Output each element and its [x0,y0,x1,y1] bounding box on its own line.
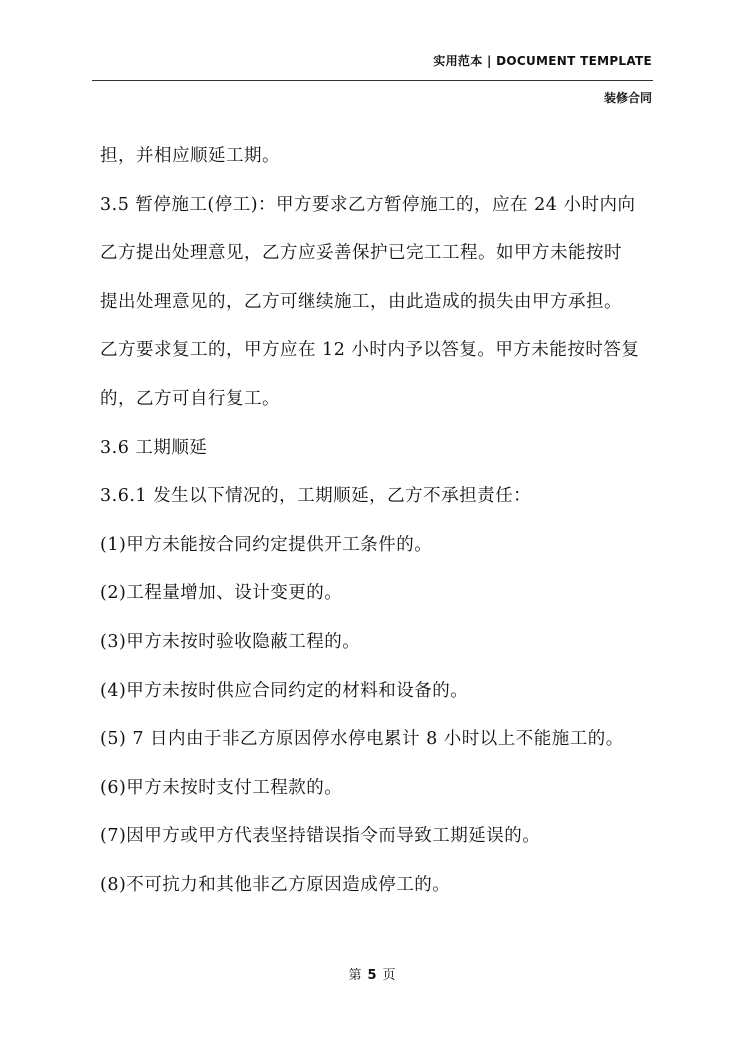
body-line: 担，并相应顺延工期。 [100,146,280,166]
list-item: (7)因甲方或甲方代表坚持错误指令而导致工期延误的。 [100,826,541,847]
page-number: 5 [367,968,377,983]
section-3-6-heading: 3.6 工期顺延 [100,437,208,458]
body-line: 乙方提出处理意见，乙方应妥善保护已完工工程。如甲方未能按时 [100,243,622,264]
clause-3-6-1-line: 3.6.1 发生以下情况的，工期顺延，乙方不承担责任： [100,486,532,507]
clause-3-5-heading-line: 3.5 暂停施工(停工)：甲方要求乙方暂停施工的，应在 24 小时内向 [100,194,636,215]
list-item: (3)甲方未按时验收隐蔽工程的。 [100,631,361,652]
document-type-label: 装修合同 [603,91,652,105]
body-line: 的，乙方可自行复工。 [100,388,280,409]
body-line: 提出处理意见的，乙方可继续施工，由此造成的损失由甲方承担。 [100,291,622,312]
list-item: (5) 7 日内由于非乙方原因停水停电累计 8 小时以上不能施工的。 [100,729,624,750]
document-body [100,138,666,916]
header-brand: 实用范本 | DOCUMENT TEMPLATE [433,54,652,68]
list-item: (1)甲方未能按合同约定提供开工条件的。 [100,534,433,555]
body-line: 乙方要求复工的，甲方应在 12 小时内予以答复。甲方未能按时答复 [100,340,640,361]
header-divider [92,80,653,81]
list-item: (6)甲方未按时支付工程款的。 [100,777,343,798]
list-item: (2)工程量增加、设计变更的。 [100,583,343,604]
page-suffix: 页 [382,968,396,983]
list-item: (8)不可抗力和其他非乙方原因造成停工的。 [100,874,451,895]
page-footer [0,964,744,983]
list-item: (4)甲方未按时供应合同约定的材料和设备的。 [100,680,469,701]
page-prefix: 第 [348,968,362,983]
